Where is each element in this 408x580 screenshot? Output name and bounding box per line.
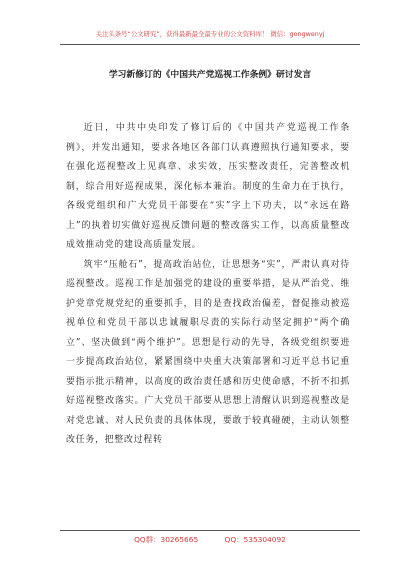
- header-promo-text: 关注头条号“公文研究”，获得最新最全最专业的公文资料库！ 微信：gongwenyj: [95, 30, 325, 38]
- footer-divider: [60, 530, 360, 531]
- footer-qq-number: QQ：535304092: [224, 535, 286, 544]
- paragraph-2: 筑牢“压舱石”，提高政治站位，让思想务“实”，严肃认真对待巡视整改。巡视工作是加强党的建设的重要举措，是从严治党、维护党章党规党纪的重要抓手，目的是查找政治偏差，督促推动被巡视单位和党员干部以忠诚履职尽责的实际行动坚定拥护“两个确立”、坚决做到“两个维护”。思想是行动的先导，各级党组织要进一步提高政治站位，紧紧围绕中央重大决策部署和习近平总书记重要指示批示精神，以高度的政治责任感和历史使命感，不折不扣抓好巡视整改落实。广大党员干部要从思想上清醒认识到巡视整改是对党忠诚、对人民负责的具体体现，要敢于较真碰硬，主动认领整改任务，把整改过程转: [66, 259, 350, 445]
- document-title: 学习新修订的《中国共产党巡视工作条例》研讨发言: [108, 70, 312, 80]
- paragraph-1: 近日，中共中央印发了修订后的《中国共产党巡视工作条例》，并发出通知，要求各地区各部门认真遵照执行通知要求，要在强化巡视整改上见真章、求实效，压实整改责任，完善整改机制，综合用好巡视成果，深化标本兼治。制度的生命力在于执行，各级党组织和广大党员干部要在“实”字上下功夫，以“永远在路上”的执着切实做好巡视反馈问题的整改落实工作，以高质量整改成效推动党的建设高质量发展。: [66, 123, 350, 250]
- document-body: [66, 119, 350, 451]
- footer-qq-group: QQ群：30265665: [134, 535, 199, 544]
- header-divider: [60, 44, 360, 45]
- footer-contact: [60, 535, 360, 545]
